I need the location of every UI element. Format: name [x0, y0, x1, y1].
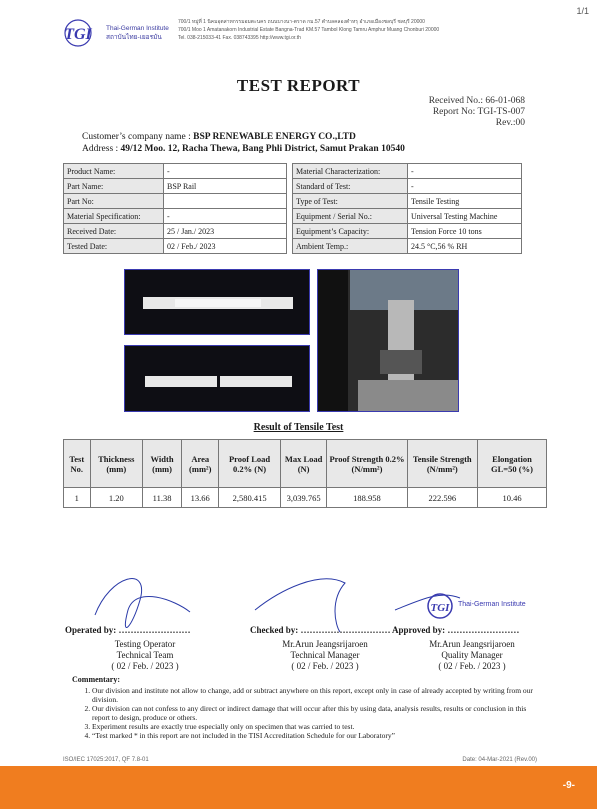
result-cell: 2,580.415 — [219, 488, 280, 508]
info-l: Material Specification: — [64, 209, 164, 224]
test-machine-photo — [317, 269, 459, 412]
info-l: Received Date: — [64, 224, 164, 239]
footer-bar — [0, 766, 597, 809]
institute-address: 700/1 หมู่ที่ 1 นิคมอุตสาหกรรมอมตะนคร ถนนบางนา-ตราด กม.57 ตำบลคลองตำหรุ อำเภอเมืองชลบุรี ชลบุรี 20000 700/1 Moo 1 Amatanakorn Industrial Estate Bangna-Trad KM.57 Tambol Klong Tamru Amphur Muang Chonburi 20000 Tel. 038-215033-41 Fax. 038743395 http://www.tgi.or.th — [178, 19, 440, 41]
info-v: - — [164, 209, 287, 224]
checker-signature-block: Checked by: ………………………… Mr.Arun Jeangsrijaroen Technical Manager ( 02 / Feb. / 2023 ) — [250, 625, 391, 671]
info-row — [64, 194, 522, 209]
info-v2: - — [408, 179, 522, 194]
operator-signature-block: Operated by: …………………… Testing Operator Technical Team ( 02 / Feb. / 2023 ) — [65, 625, 191, 671]
institute-stamp-icon — [428, 594, 452, 618]
customer-block: Customer’s company name : BSP RENEWABLE ENERGY CO.,LTD Address : 49/12 Moo. 12, Racha Thewa, Bang Phli District, Samut Prakan 10540 — [82, 132, 405, 154]
approver-signature-block: Approved by: …………………… Mr.Arun Jeangsrijaroen Quality Manager ( 02 / Feb. / 2023 ) — [392, 625, 520, 671]
result-cell: 188.958 — [327, 488, 407, 508]
stamp-text: Thai-German Institute — [458, 601, 526, 608]
footer-page-number: -9- — [562, 780, 575, 791]
result-header: Thickness (mm) — [90, 440, 142, 488]
result-cell: 13.66 — [182, 488, 219, 508]
specimen-photo-before — [124, 269, 310, 335]
info-l: Product Name: — [64, 164, 164, 179]
result-cell: 11.38 — [143, 488, 182, 508]
table-row — [64, 488, 547, 508]
info-v: 02 / Feb./ 2023 — [164, 239, 287, 254]
result-title: Result of Tensile Test — [253, 422, 344, 433]
revision-date: Date: 04-Mar-2021 (Rev.00) — [462, 757, 537, 763]
list-item: 4. “Test marked * in this report are not included in the TISI Accreditation Schedule for our Laboratory” — [92, 731, 542, 740]
svg-text:TGI: TGI — [430, 602, 450, 614]
info-l: Tested Date: — [64, 239, 164, 254]
info-row — [64, 209, 522, 224]
info-l: Part Name: — [64, 179, 164, 194]
tgi-logo-icon — [58, 18, 98, 48]
result-header: Elongation GL=50 (%) — [478, 440, 547, 488]
info-l: Part No: — [64, 194, 164, 209]
specimen-photo-after — [124, 345, 310, 412]
info-row — [64, 239, 522, 254]
info-l2: Ambient Temp.: — [293, 239, 408, 254]
info-l2: Material Characterization: — [293, 164, 408, 179]
info-row — [64, 164, 522, 179]
institute-name: Thai-German Institute สถาบันไทย-เยอรมัน — [106, 25, 169, 41]
result-header: Tensile Strength (N/mm²) — [407, 440, 477, 488]
info-row — [64, 179, 522, 194]
result-header: Max Load (N) — [280, 440, 327, 488]
result-header: Width (mm) — [143, 440, 182, 488]
result-header: Proof Load 0.2% (N) — [219, 440, 280, 488]
report-references: Received No.: 66-01-068 Report No: TGI-TS-007 Rev.:00 — [428, 96, 525, 128]
letterhead — [58, 14, 558, 56]
result-cell: 1 — [64, 488, 91, 508]
result-cell: 1.20 — [90, 488, 142, 508]
iso-footer: ISO/IEC 17025:2017, QF 7.8-01 — [63, 757, 149, 763]
info-v: 25 / Jan./ 2023 — [164, 224, 287, 239]
info-l2: Equipment’s Capacity: — [293, 224, 408, 239]
info-v: BSP Rail — [164, 179, 287, 194]
info-l2: Equipment / Serial No.: — [293, 209, 408, 224]
list-item: 3. Experiment results are exactly true especially only on specimen that was carried to test. — [92, 722, 542, 731]
result-cell: 3,039.765 — [280, 488, 327, 508]
list-item: 2. Our division can not confess to any direct or indirect damage that will occur after this by using data, analysis results, results or conclusion in this report to design, produce or others. — [92, 704, 542, 722]
list-item: 1. Our division and institute not allow to change, add or subtract anywhere on this report, except only in case of already accepted by writing from our division. — [92, 686, 542, 704]
info-v2: - — [408, 164, 522, 179]
svg-text:TGI: TGI — [64, 26, 92, 43]
sample-info-table — [63, 163, 522, 254]
info-v2: Tensile Testing — [408, 194, 522, 209]
info-row — [64, 224, 522, 239]
result-header: Area (mm²) — [182, 440, 219, 488]
report-title: TEST REPORT — [236, 76, 361, 95]
result-cell: 222.596 — [407, 488, 477, 508]
info-v — [164, 194, 287, 209]
result-cell: 10.46 — [478, 488, 547, 508]
info-l2: Type of Test: — [293, 194, 408, 209]
result-header: Test No. — [64, 440, 91, 488]
info-v2: Universal Testing Machine — [408, 209, 522, 224]
info-v2: Tension Force 10 tons — [408, 224, 522, 239]
info-v2: 24.5 °C,56 % RH — [408, 239, 522, 254]
info-v: - — [164, 164, 287, 179]
commentary: Commentary: 1. Our division and institute not allow to change, add or subtract anywhere on this report, except only in case of already accepted by writing from our division. 2. Our division can not confess to any direct or indirect damage that will occur after this by using data, analysis results, results or conclusion in this report to design, produce or others. 3. Experiment results are exactly true especially only on specimen that was carried to test. 4. “Test marked * in this report are not included in the TISI Accreditation Schedule for our Laboratory” — [72, 675, 542, 740]
tensile-results-table — [63, 439, 547, 508]
page-indicator: 1/1 — [576, 6, 589, 16]
info-l2: Standard of Test: — [293, 179, 408, 194]
result-header: Proof Strength 0.2% (N/mm²) — [327, 440, 407, 488]
